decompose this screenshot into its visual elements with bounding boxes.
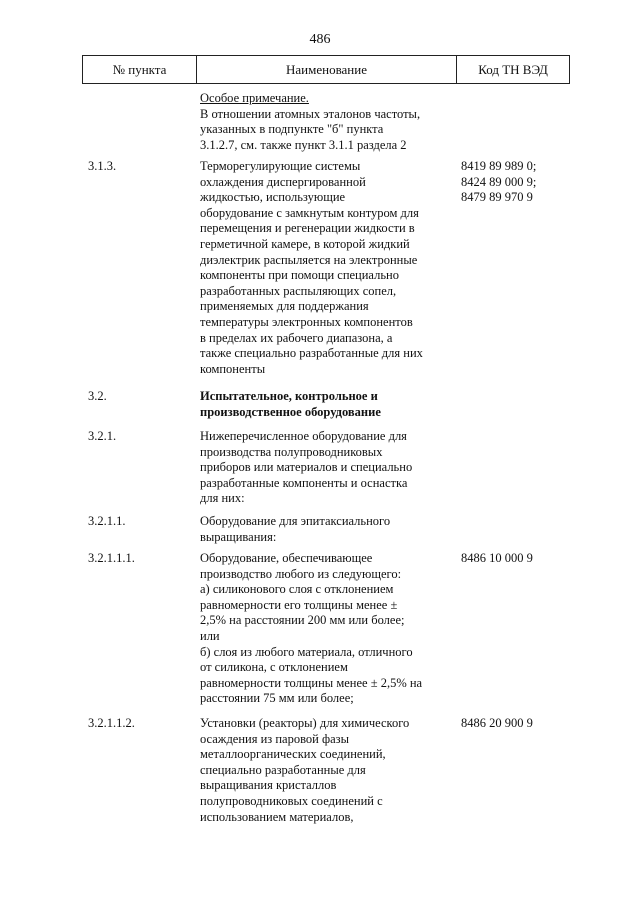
item-description [200, 429, 458, 507]
tn-ved-code: 8479 89 970 9 [461, 190, 533, 205]
description-line: Терморегулирующие системы [200, 159, 361, 173]
description-line: указанных в подпункте "б" пункта [200, 122, 384, 137]
description-line: перемещения и регенерации жидкости в [200, 221, 415, 236]
description-line: полупроводниковых соединений с [200, 793, 383, 808]
item-description [200, 159, 458, 377]
tn-ved-codes [461, 716, 573, 732]
description-line: от силикона, с отклонением [200, 660, 348, 675]
description-line: равномерности толщины менее ± 2,5% на [200, 675, 423, 690]
tn-ved-code: 8424 89 000 9; [461, 174, 537, 189]
section-heading-line: Испытательное, контрольное и [200, 389, 378, 403]
description-line: диэлектрик распыляется на электронные [200, 252, 418, 267]
tn-ved-codes [461, 551, 573, 567]
page-number: 486 [309, 32, 331, 47]
item-number: 3.2.1.1.2. [88, 716, 135, 730]
header-code: Код ТН ВЭД [478, 62, 548, 77]
description-line: В отношении атомных эталонов частоты, [200, 106, 421, 121]
description-line: компоненты [200, 361, 266, 376]
description-line: охлаждения диспергированной [200, 174, 366, 189]
description-line: Установки (реакторы) для химического [200, 716, 410, 730]
tn-ved-code: 8419 89 989 0; [461, 159, 537, 173]
item-description [200, 91, 458, 153]
header-item-number: № пункта [112, 62, 167, 77]
description-line: применяемых для поддержания [200, 299, 369, 314]
item-number: 3.2.1.1.1. [88, 551, 135, 565]
tn-ved-codes [461, 159, 573, 206]
description-line: Оборудование, обеспечивающее [200, 551, 373, 565]
description-line: разработанные компоненты и оснастка [200, 475, 408, 490]
description-line: выращивания: [200, 529, 277, 544]
description-line: Оборудование для эпитаксиального [200, 514, 391, 528]
header-right-border [569, 55, 570, 84]
description-line: равномерности его толщины менее ± [200, 597, 398, 612]
description-line: разработанных распыляющих сопел, [200, 283, 397, 298]
description-line: осаждения из паровой фазы [200, 731, 349, 746]
item-number: 3.2.1.1. [88, 514, 126, 528]
description-line: производства полупроводниковых [200, 444, 383, 459]
description-line: специально разработанные для [200, 762, 366, 777]
description-line: герметичной камере, в которой жидкий [200, 236, 410, 251]
section-heading-line: производственное оборудование [200, 404, 381, 419]
description-line: оборудование с замкнутым контуром для [200, 205, 419, 220]
description-line: в пределах их рабочего диапазона, а [200, 330, 393, 345]
item-number: 3.2. [88, 389, 107, 403]
description-line: температуры электронных компонентов [200, 314, 413, 329]
item-description [200, 716, 458, 825]
description-line: Нижеперечисленное оборудование для [200, 429, 407, 443]
tn-ved-code: 8486 20 900 9 [461, 716, 533, 730]
header-name: Наименование [286, 62, 367, 77]
description-line: выращивания кристаллов [200, 778, 337, 793]
description-line: использованием материалов, [200, 809, 354, 824]
note-title: Особое примечание. [200, 91, 309, 105]
description-line: расстоянии 75 мм или более; [200, 691, 354, 706]
description-line: жидкостью, использующие [200, 190, 346, 205]
description-line: или [200, 628, 220, 643]
item-number: 3.1.3. [88, 159, 117, 173]
description-line: а) силиконового слоя с отклонением [200, 582, 394, 597]
description-line: приборов или материалов и специально [200, 460, 413, 475]
item-description [200, 389, 458, 420]
description-line: также специально разработанные для них [200, 346, 423, 361]
description-line: для них: [200, 491, 245, 506]
item-description [200, 514, 458, 545]
description-line: б) слоя из любого материала, отличного [200, 644, 413, 659]
tn-ved-code: 8486 10 000 9 [461, 551, 533, 565]
description-line: компоненты при помощи специально [200, 268, 399, 283]
description-line: металлоорганических соединений, [200, 747, 386, 762]
item-number: 3.2.1. [88, 429, 117, 443]
description-line: 3.1.2.7, см. также пункт 3.1.1 раздела 2 [200, 137, 407, 152]
table-header [83, 55, 570, 84]
item-description [200, 551, 458, 707]
description-line: производство любого из следующего: [200, 566, 402, 581]
description-line: 2,5% на расстоянии 200 мм или более; [200, 613, 405, 628]
